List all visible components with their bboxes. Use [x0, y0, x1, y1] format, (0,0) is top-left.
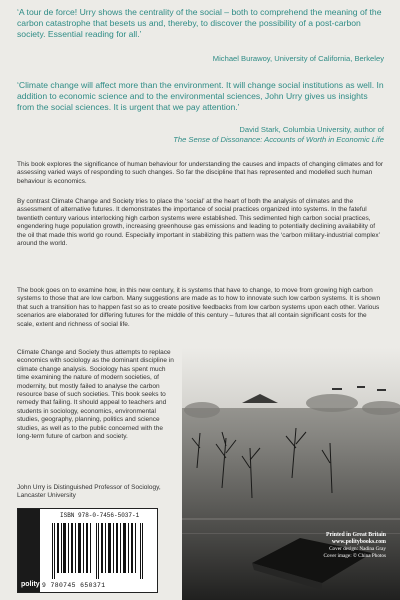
review-attribution-2 — [24, 125, 384, 145]
blurb-paragraph-4: Climate Change and Society thus attempts to replace economics with sociology as the dominant discipline in climate change analysis. Sociology has spent much time examining the nature of modern societies, of modernity, but mostly failed to analyse the carbon resource base of such societies. This book seeks to remedy that failing. It should appeal to teachers and students in sociology, economics, environmental studies, geography, planning, politics and science studies, as well as to the public concerned with the long-term future of carbon and society. — [17, 349, 174, 441]
printed-in: Printed in Great Britain — [326, 532, 386, 538]
cover-image-credit: Cover image: © China Photos — [323, 553, 386, 559]
review-attribution-1: Michael Burawoy, University of California, Berkeley — [212, 54, 384, 63]
blurb-paragraph-1: This book explores the significance of human behaviour for understanding the causes and impacts of changing climates and for assessing varied ways of responding to such changes. So far the discipline that has represented and modelled such human behaviour is economics. — [17, 161, 384, 185]
publisher-website: www.politybooks.com — [331, 539, 386, 545]
isbn-label: ISBN 978-0-7456-5037-1 — [60, 512, 140, 519]
review-quote-2: ‘Climate change will affect more than the environment. It will change social institutions as well. In addition to economic science and to the environmental sciences, John Urry gives us insights from the social sciences. It is urgent that we pay attention.’ — [17, 80, 384, 113]
barcode-panel — [17, 508, 158, 593]
publisher-name: polity — [21, 581, 40, 588]
barcode-icon — [50, 523, 150, 579]
attribution-author: David Stark, Columbia University, author of — [239, 125, 384, 134]
flood-photo — [182, 348, 400, 600]
blurb-paragraph-2: By contrast Climate Change and Society tries to place the ‘social’ at the heart of both the analysis of climates and the assessment of alternative futures. It demonstrates the importance of social practices organized into systems. In the fateful twentieth century various interlocking high carbon systems were established. This sedimented high carbon social practices, engendering huge population growth, increasing greenhouse gas emissions and leading to potentially declining availability of the oil that made this world go round. Especially important in stabilizing this pattern was the ‘carbon military-industrial complex’ around the world. — [17, 198, 380, 248]
author-bio: John Urry is Distinguished Professor of Sociology, Lancaster University — [17, 484, 161, 500]
barcode-digits: 9 780745 650371 — [42, 582, 106, 589]
publisher-logo — [18, 509, 40, 592]
cover-credits — [276, 532, 386, 560]
flood-photo-graphic — [182, 348, 400, 600]
blurb-paragraph-3: The book goes on to examine how, in this new century, it is systems that have to change, to move from growing high carbon systems to those that are low carbon. Many suggestions are made as to how to innovate such low carbon systems. It is shown that such a transition has to happen fast so as to create positive feedbacks from low carbon systems upon each other. Various scenarios are elaborated for differing futures for the middle of this century – futures that all contain significant costs for the scale, extent and richness of social life. — [17, 287, 381, 328]
cover-design-credit: Cover design: Nadina Gray — [329, 546, 386, 552]
review-quote-1: ‘A tour de force! Urry shows the centrality of the social – both to comprehend the meaning of the carbon catastrophe that besets us and, thereby, to discover the possibility of a post-carbon society. Essential reading for all.’ — [17, 7, 382, 40]
attribution-book-title: The Sense of Dissonance: Accounts of Worth in Economic Life — [173, 135, 384, 145]
